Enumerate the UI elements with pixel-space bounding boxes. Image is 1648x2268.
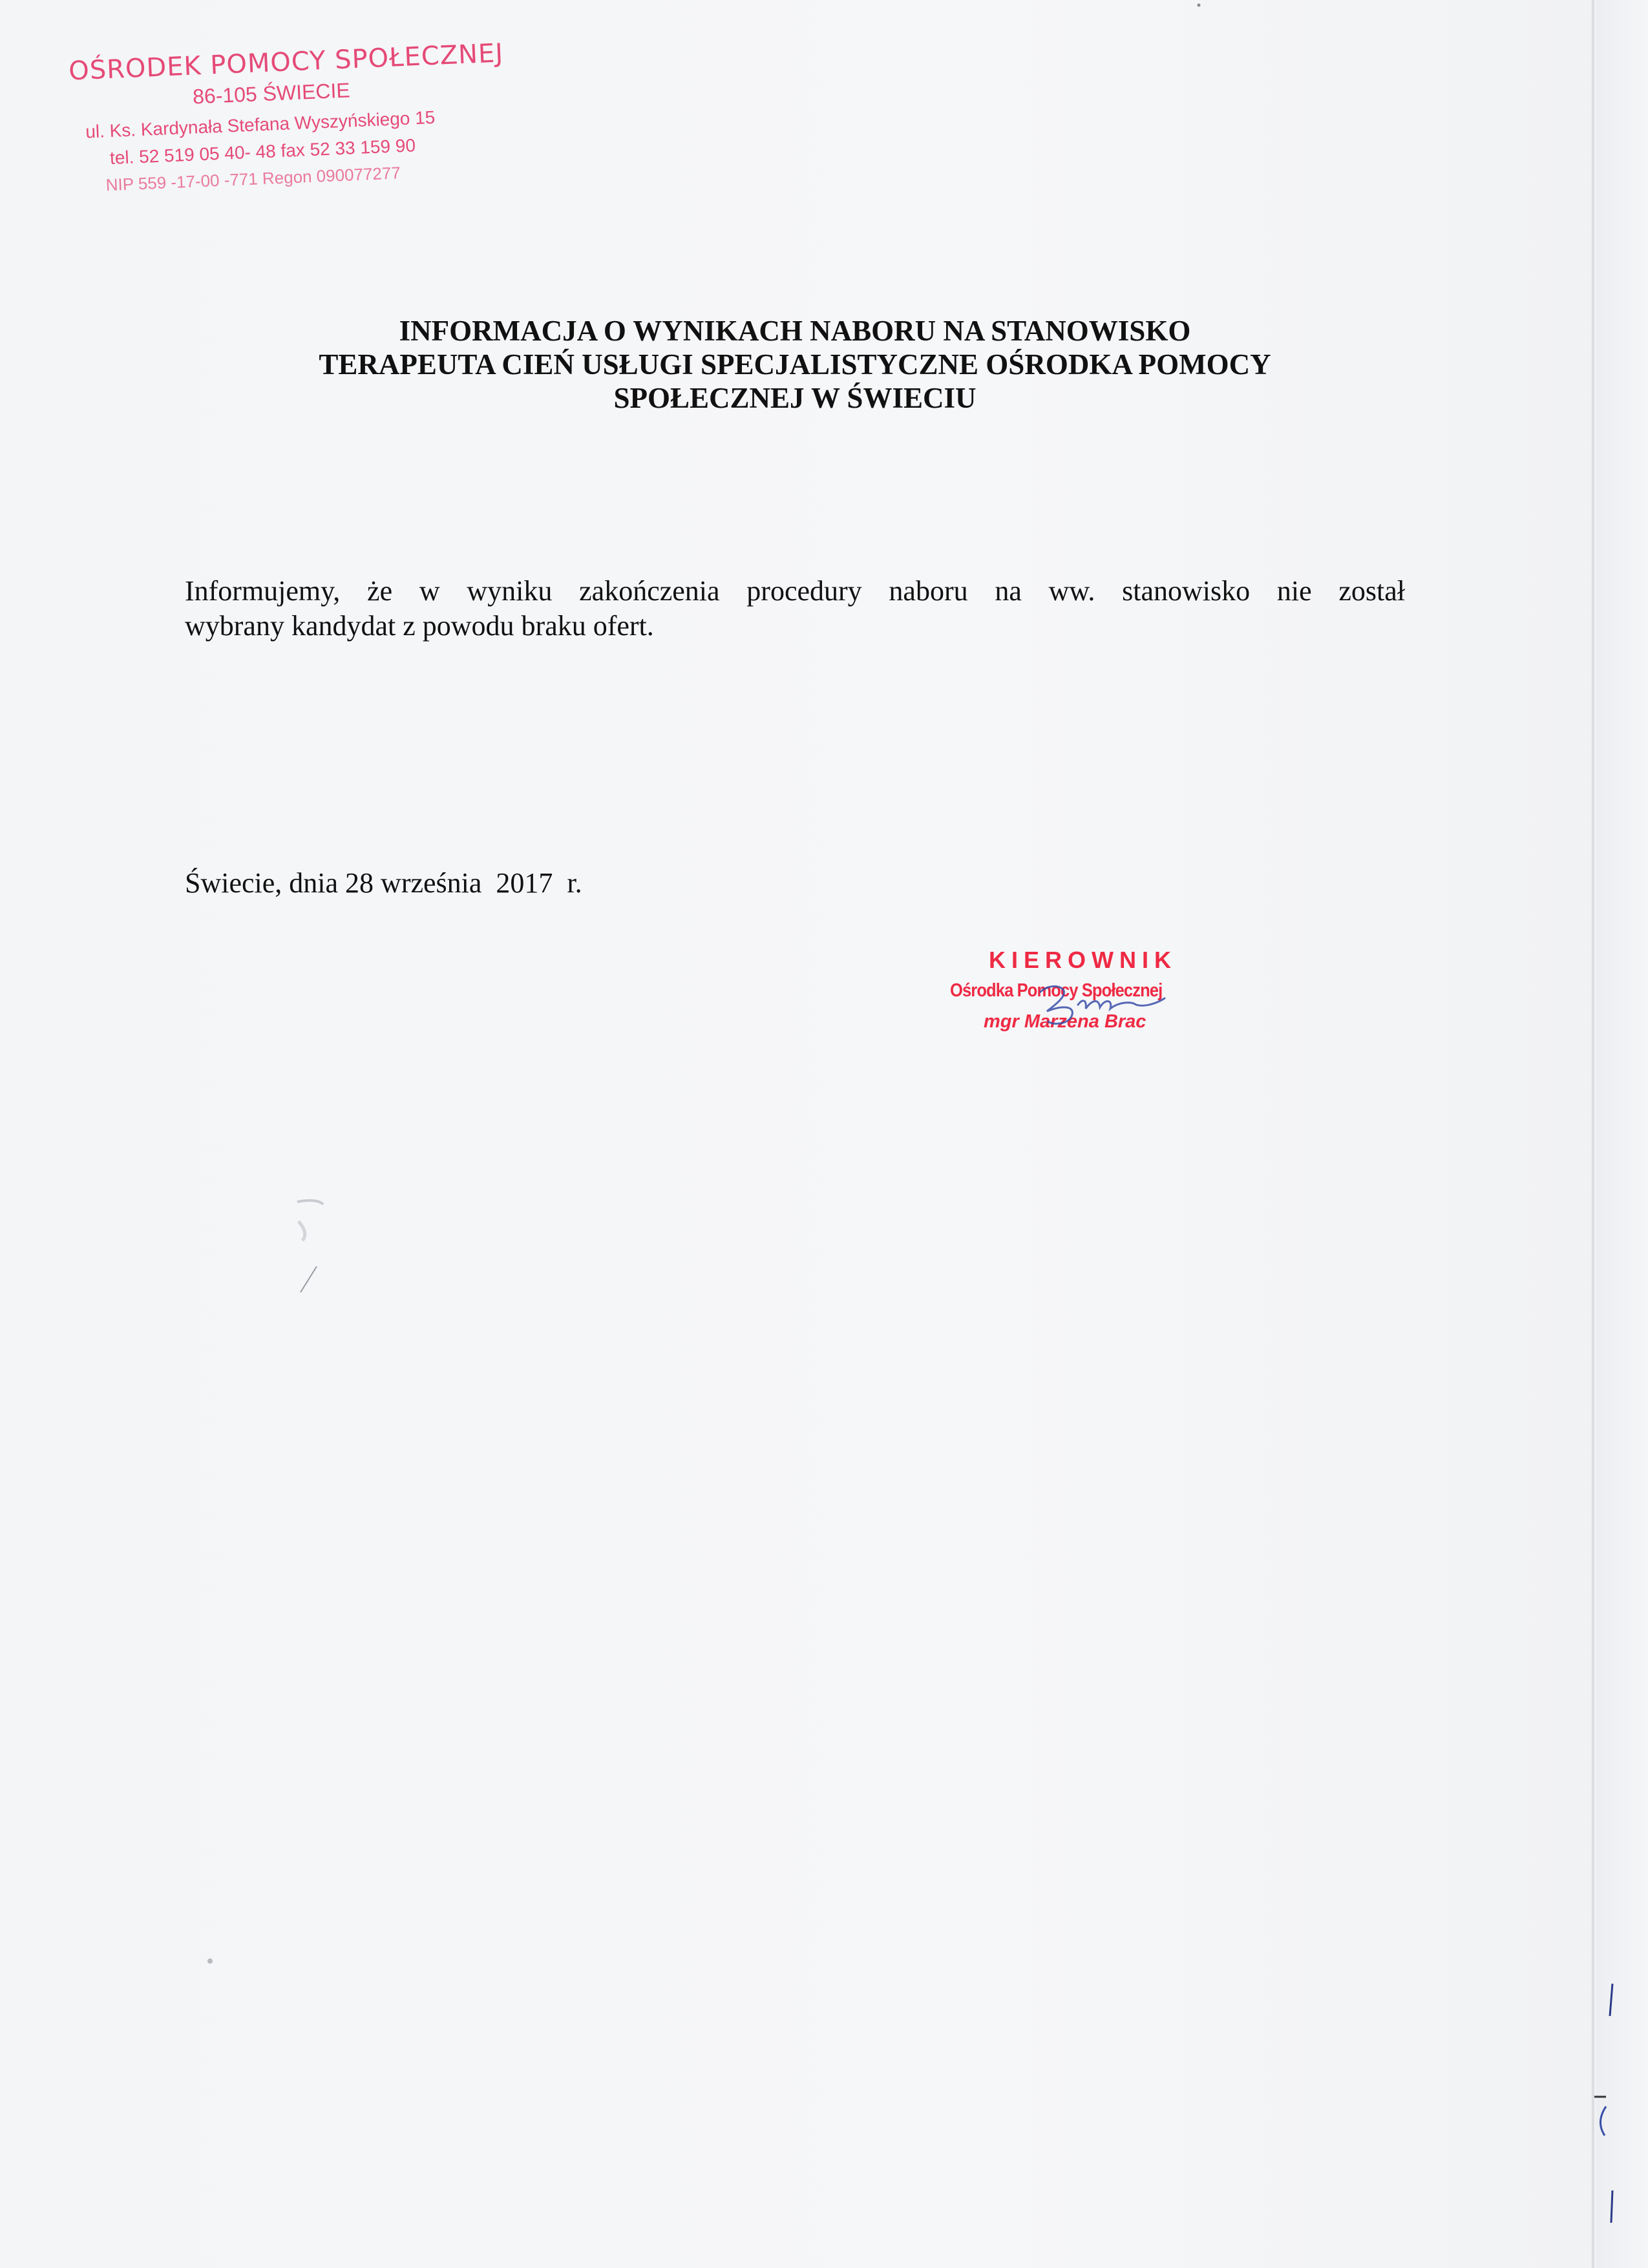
scan-dot (204, 1951, 217, 1971)
page-edge-shadow (1596, 0, 1648, 2268)
document-title (181, 314, 1409, 415)
page-edge-line (1591, 0, 1595, 2268)
scan-edge-marks (1587, 1977, 1625, 2236)
title-line-3: SPOŁECZNEJ W ŚWIECIU (613, 382, 977, 414)
body-line-2: wybrany kandydat z powodu braku ofert. (185, 610, 654, 642)
handwritten-signature (1002, 966, 1209, 1044)
signature-stamp-name: mgr Marzena Brac (984, 1011, 1146, 1032)
signature-stamp-organization: Ośrodka Pomocy Społecznej (950, 980, 1163, 1001)
body-line-1: Informujemy, że w wyniku zakończenia procedury naboru na ww. stanowisko nie został (185, 575, 1405, 607)
signature-stamp (950, 947, 1247, 1063)
title-line-2: TERAPEUTA CIEŃ USŁUGI SPECJALISTYCZNE OŚRODKA POMOCY (319, 348, 1271, 381)
organization-stamp (61, 32, 507, 218)
stamp-postal-city: 86-105 ŚWIECIE (192, 78, 351, 109)
title-line-1: INFORMACJA O WYNIKACH NABORU NA STANOWISKO (399, 315, 1191, 347)
stamp-organization-name: OŚRODEK POMOCY SPOŁECZNEJ (68, 38, 504, 87)
scan-dot (1196, 0, 1202, 13)
place-date: Świecie, dnia 28 września 2017 r. (185, 867, 582, 899)
signature-stamp-title: KIEROWNIK (989, 947, 1177, 973)
scan-artifact-mark (284, 1195, 362, 1305)
body-paragraph (185, 574, 1405, 644)
stamp-nip-regon: NIP 559 -17-00 -771 Regon 090077277 (105, 163, 401, 195)
stamp-street-address: ul. Ks. Kardynała Stefana Wyszyńskiego 15 (85, 107, 436, 142)
stamp-phone-fax: tel. 52 519 05 40- 48 fax 52 33 159 90 (109, 135, 416, 168)
